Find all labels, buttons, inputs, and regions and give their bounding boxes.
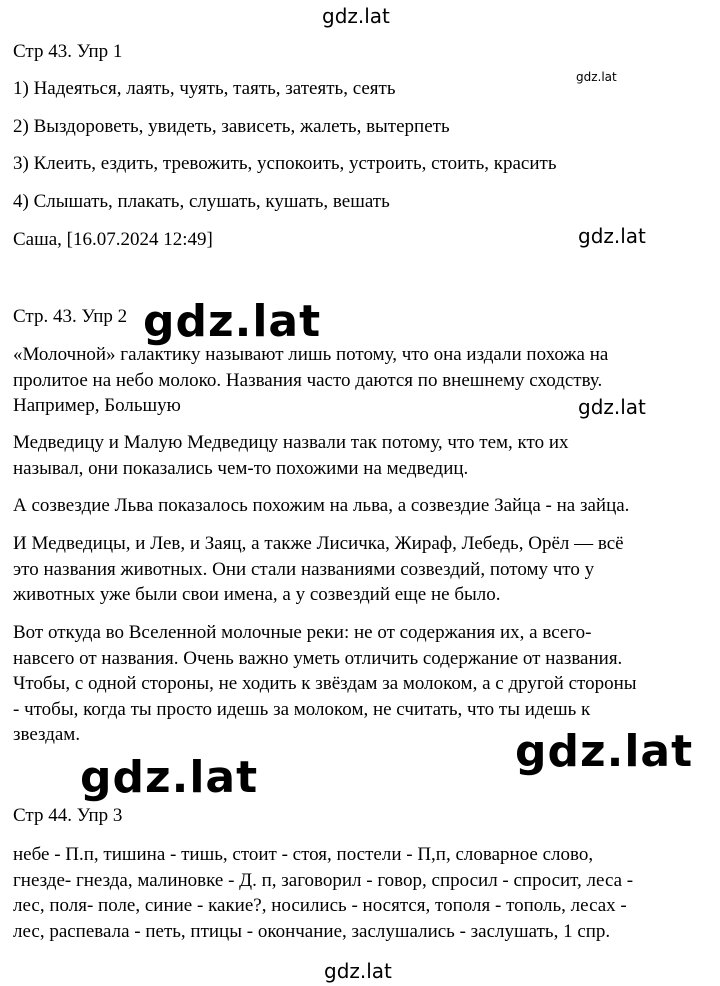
exercise-1-item-3: 3) Клеить, ездить, тревожить, успокоить, устроить, стоить, красить (13, 153, 557, 174)
exercise-3-answer (13, 842, 713, 944)
watermark-large-ex2: gdz.lat (143, 296, 322, 347)
exercise-1-item-4: 4) Слышать, плакать, слушать, кушать, вешать (13, 191, 390, 212)
text-line: «Молочной» галактику называют лишь потому, что она издали похожа на (13, 344, 609, 365)
watermark-after-ex1: gdz.lat (578, 224, 646, 248)
exercise-2-paragraph-3 (13, 493, 713, 519)
text-line: Вот откуда во Вселенной молочные реки: не от содержания их, а всего- (13, 622, 592, 643)
watermark-large-left: gdz.lat (80, 752, 259, 803)
exercise-2-paragraph-1 (13, 342, 713, 419)
text-line: Например, Большую (13, 395, 181, 416)
text-line: - чтобы, когда ты просто идешь за молоком, не считать, что ты идешь к (13, 698, 591, 720)
text-line: звездам. (13, 724, 81, 745)
exercise-3-heading: Стр 44. Упр 3 (13, 805, 123, 826)
exercise-1-heading: Стр 43. Упр 1 (13, 41, 123, 62)
text-line: животных уже были свои имена, а у созвездий еще не было. (13, 584, 501, 605)
text-line: Медведицу и Малую Медведицу назвали так потому, что тем, кто их (13, 432, 569, 453)
watermark-bottom: gdz.lat (324, 959, 392, 983)
watermark-mid: gdz.lat (578, 395, 646, 419)
text-line: пролитое на небо молоко. Названия часто даются по внешнему сходству. (13, 369, 603, 391)
text-line: лес, распевала - петь, птицы - окончание, заслушались - заслушать, 1 спр. (13, 920, 611, 942)
exercise-2-paragraph-2 (13, 430, 713, 481)
text-line: это названия животных. Они стали названиями созвездий, потому что у (13, 558, 595, 580)
exercise-2-paragraph-5 (13, 620, 713, 748)
text-line: небе - П.п, тишина - тишь, стоит - стоя, постели - П,п, словарное слово, (13, 844, 594, 865)
exercise-2-paragraph-4 (13, 531, 713, 608)
watermark-top: gdz.lat (322, 4, 390, 28)
exercise-2-heading: Стр. 43. Упр 2 (13, 306, 128, 327)
message-signature: Саша, [16.07.2024 12:49] (13, 229, 213, 250)
text-line: Чтобы, с одной стороны, не ходить к звёздам за молоком, а с другой стороны (13, 673, 637, 694)
exercise-1-item-1: 1) Надеяться, лаять, чуять, таять, затеять, сеять (13, 78, 396, 99)
text-line: лес, поля- поле, синие - какие?, носились - носятся, тополя - тополь, лесах - (13, 895, 627, 916)
watermark-small: gdz.lat (576, 70, 617, 84)
text-line: гнезде- гнезда, малиновке - Д. п, заговорил - говор, спросил - спросит, леса - (13, 869, 634, 891)
watermark-large-right: gdz.lat (515, 726, 694, 777)
text-line: И Медведицы, и Лев, и Заяц, а также Лисичка, Жираф, Лебедь, Орёл — всё (13, 533, 624, 554)
text-line: навсего от названия. Очень важно уметь отличить содержание от названия. (13, 647, 623, 669)
text-line: называл, они показались чем-то похожими на медведиц. (13, 457, 469, 479)
exercise-1-item-2: 2) Выздороветь, увидеть, зависеть, жалеть, вытерпеть (13, 116, 450, 137)
text-line: А созвездие Льва показалось похожим на льва, а созвездие Зайца - на зайца. (13, 495, 630, 516)
